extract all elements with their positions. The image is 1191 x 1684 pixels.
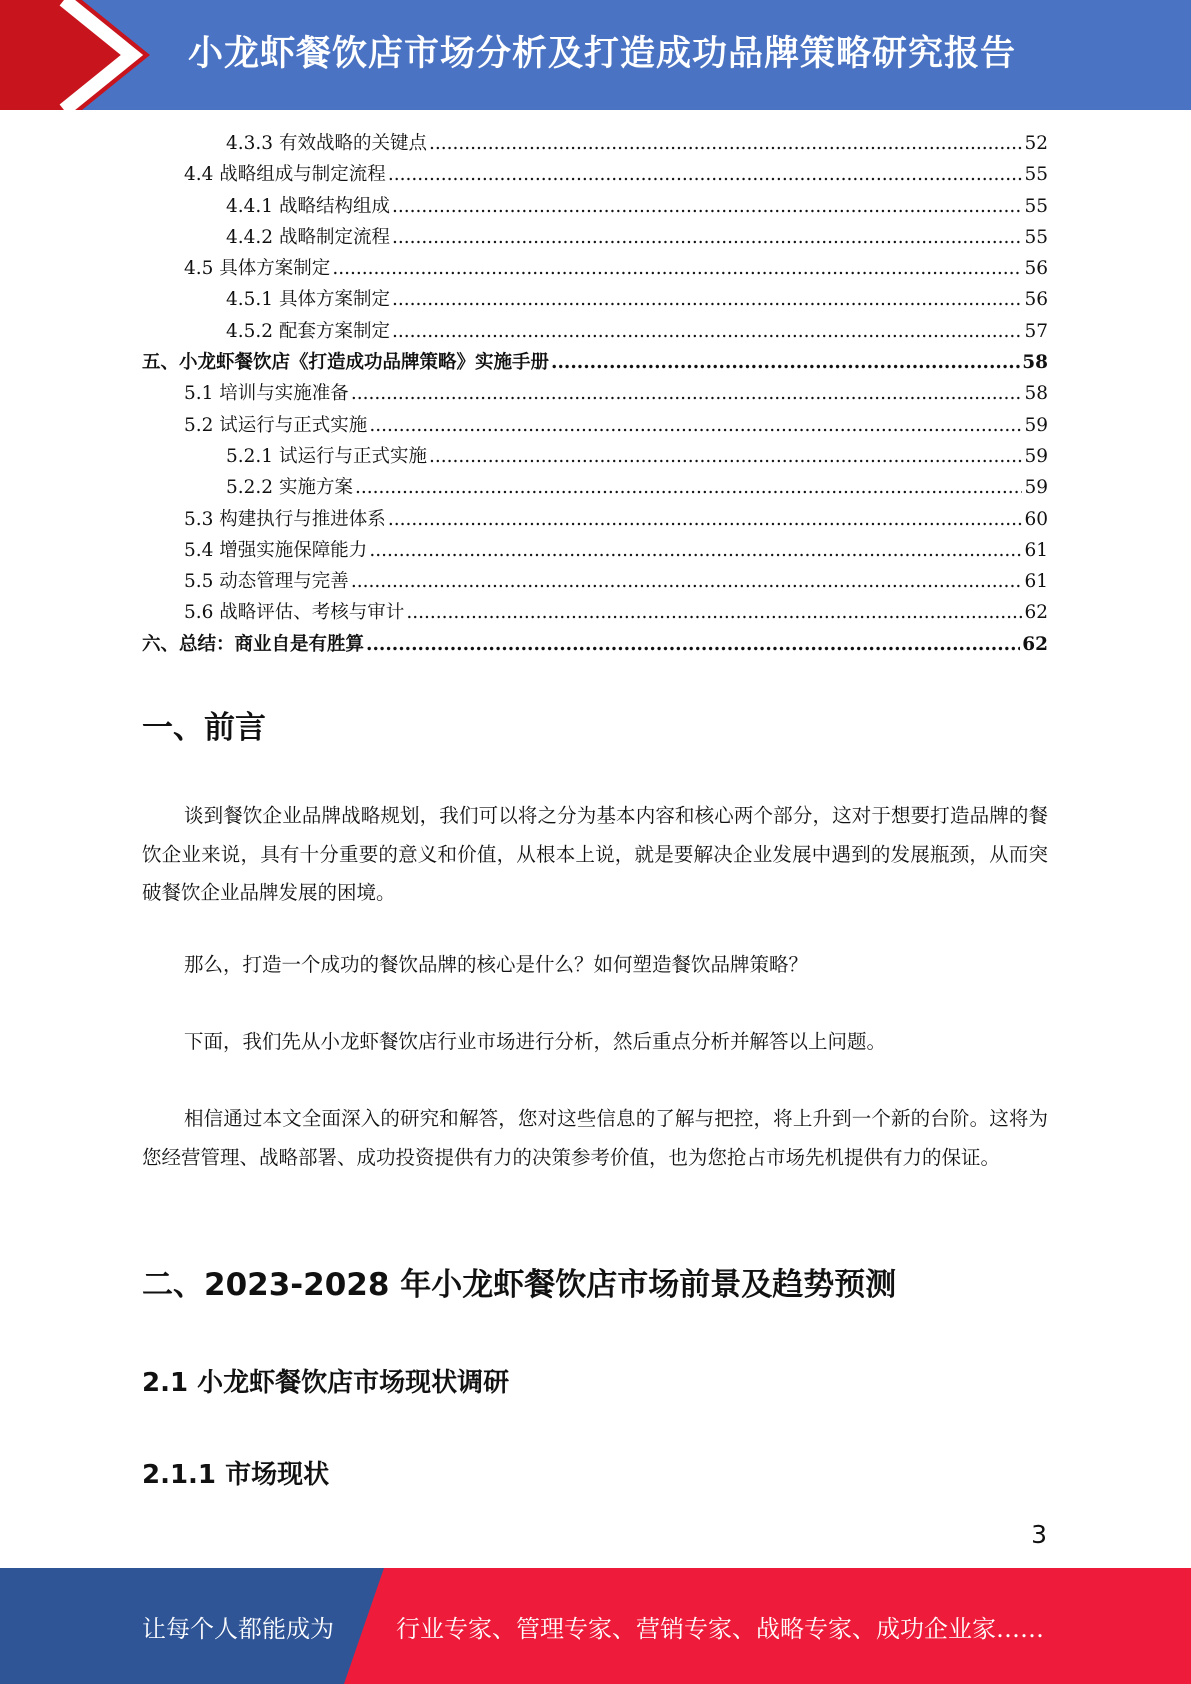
table-of-contents (142, 128, 1048, 660)
toc-leader-dots (355, 472, 1023, 503)
toc-entry-label: 5.4 增强实施保障能力 (184, 539, 368, 561)
header-red-arrow (0, 0, 150, 110)
toc-entry[interactable] (142, 222, 1048, 253)
toc-entry-page: 61 (1024, 571, 1048, 593)
toc-entry-page: 58 (1024, 383, 1048, 405)
toc-entry[interactable] (142, 535, 1048, 566)
toc-entry-page: 62 (1022, 633, 1048, 655)
toc-entry-page: 60 (1024, 508, 1048, 530)
toc-entry[interactable] (142, 410, 1048, 441)
toc-entry[interactable] (142, 316, 1048, 347)
toc-leader-dots (351, 566, 1023, 597)
toc-entry-page: 55 (1024, 195, 1048, 217)
toc-entry-label: 5.1 培训与实施准备 (184, 383, 349, 405)
toc-entry-label: 五、小龙虾餐饮店《打造成功品牌策略》实施手册 (142, 352, 550, 374)
toc-leader-dots (406, 597, 1022, 628)
paragraph: 谈到餐饮企业品牌战略规划，我们可以将之分为基本内容和核心两个部分，这对于想要打造品牌的餐饮企业来说，具有十分重要的意义和价值，从根本上说，就是要解决企业发展中遇到的发展瓶颈，从而突破餐饮企业品牌发展的困境。 (142, 804, 1048, 904)
subsubsection-heading: 2.1.1 市场现状 (142, 1460, 330, 1490)
toc-entry[interactable] (142, 128, 1048, 159)
toc-entry[interactable] (142, 347, 1048, 378)
toc-entry-label: 4.5.2 配套方案制定 (226, 320, 390, 342)
page-header (0, 0, 1191, 110)
toc-entry-page: 55 (1024, 226, 1048, 248)
paragraph: 那么，打造一个成功的餐饮品牌的核心是什么？如何塑造餐饮品牌策略？ (184, 953, 809, 976)
section-heading-preface: 一、前言 (142, 710, 266, 746)
toc-entry-label: 5.2.2 实施方案 (226, 477, 353, 499)
toc-entry-page: 55 (1024, 164, 1048, 186)
toc-entry-page: 59 (1024, 445, 1048, 467)
toc-entry-label: 六、总结：商业自是有胜算 (142, 633, 365, 655)
toc-entry-label: 4.4.1 战略结构组成 (226, 195, 390, 217)
toc-entry-page: 59 (1024, 477, 1048, 499)
toc-entry-label: 5.6 战略评估、考核与审计 (184, 602, 405, 624)
toc-leader-dots (429, 441, 1022, 472)
toc-entry-page: 62 (1024, 602, 1048, 624)
toc-entry-page: 61 (1024, 539, 1048, 561)
toc-entry[interactable] (142, 504, 1048, 535)
toc-leader-dots (388, 504, 1023, 535)
page-number: 3 (1031, 1520, 1047, 1549)
toc-entry-page: 58 (1022, 352, 1048, 374)
toc-entry-label: 4.3.3 有效战略的关键点 (226, 133, 427, 154)
toc-entry[interactable] (142, 284, 1048, 315)
toc-entry[interactable] (142, 191, 1048, 222)
footer-slogan-left: 让每个人都能成为 (142, 1615, 334, 1643)
toc-entry[interactable] (142, 566, 1048, 597)
toc-entry-page: 52 (1024, 133, 1048, 154)
toc-entry[interactable] (142, 378, 1048, 409)
toc-leader-dots (388, 159, 1023, 190)
toc-leader-dots (366, 629, 1020, 660)
toc-entry[interactable] (142, 159, 1048, 190)
toc-entry[interactable] (142, 629, 1048, 660)
toc-entry[interactable] (142, 472, 1048, 503)
toc-leader-dots (429, 128, 1022, 159)
subsection-heading: 2.1 小龙虾餐饮店市场现状调研 (142, 1368, 510, 1398)
paragraph: 相信通过本文全面深入的研究和解答，您对这些信息的了解与把控，将上升到一个新的台阶。这将为您经营管理、战略部署、成功投资提供有力的决策参考价值，也为您抢占市场先机提供有力的保证。 (142, 1107, 1048, 1169)
toc-entry[interactable] (142, 441, 1048, 472)
toc-entry[interactable] (142, 253, 1048, 284)
toc-entry-page: 57 (1024, 320, 1048, 342)
page-footer (0, 1568, 1191, 1684)
toc-leader-dots (392, 284, 1022, 315)
toc-leader-dots (392, 316, 1022, 347)
toc-entry-label: 4.5 具体方案制定 (184, 258, 331, 280)
toc-entry-label: 5.3 构建执行与推进体系 (184, 508, 386, 530)
toc-leader-dots (351, 378, 1023, 409)
toc-entry-label: 4.4 战略组成与制定流程 (184, 164, 386, 186)
toc-leader-dots (369, 410, 1022, 441)
toc-entry-page: 56 (1024, 289, 1048, 311)
toc-entry-page: 59 (1024, 414, 1048, 436)
report-title: 小龙虾餐饮店市场分析及打造成功品牌策略研究报告 (188, 34, 1017, 74)
toc-entry-label: 5.5 动态管理与完善 (184, 571, 349, 593)
toc-leader-dots (392, 191, 1022, 222)
toc-leader-dots (551, 347, 1020, 378)
toc-entry[interactable] (142, 597, 1048, 628)
toc-entry-label: 4.4.2 战略制定流程 (226, 226, 390, 248)
toc-entry-label: 5.2 试运行与正式实施 (184, 414, 368, 436)
toc-entry-label: 4.5.1 具体方案制定 (226, 289, 390, 311)
toc-leader-dots (332, 253, 1022, 284)
toc-entry-page: 56 (1024, 258, 1048, 280)
paragraph: 下面，我们先从小龙虾餐饮店行业市场进行分析，然后重点分析并解答以上问题。 (184, 1030, 887, 1053)
section-heading-forecast: 二、2023-2028 年小龙虾餐饮店市场前景及趋势预测 (142, 1267, 897, 1303)
toc-entry-label: 5.2.1 试运行与正式实施 (226, 445, 427, 467)
toc-leader-dots (369, 535, 1022, 566)
toc-leader-dots (392, 222, 1022, 253)
footer-slogan-right: 行业专家、管理专家、营销专家、战略专家、成功企业家…… (396, 1615, 1044, 1643)
